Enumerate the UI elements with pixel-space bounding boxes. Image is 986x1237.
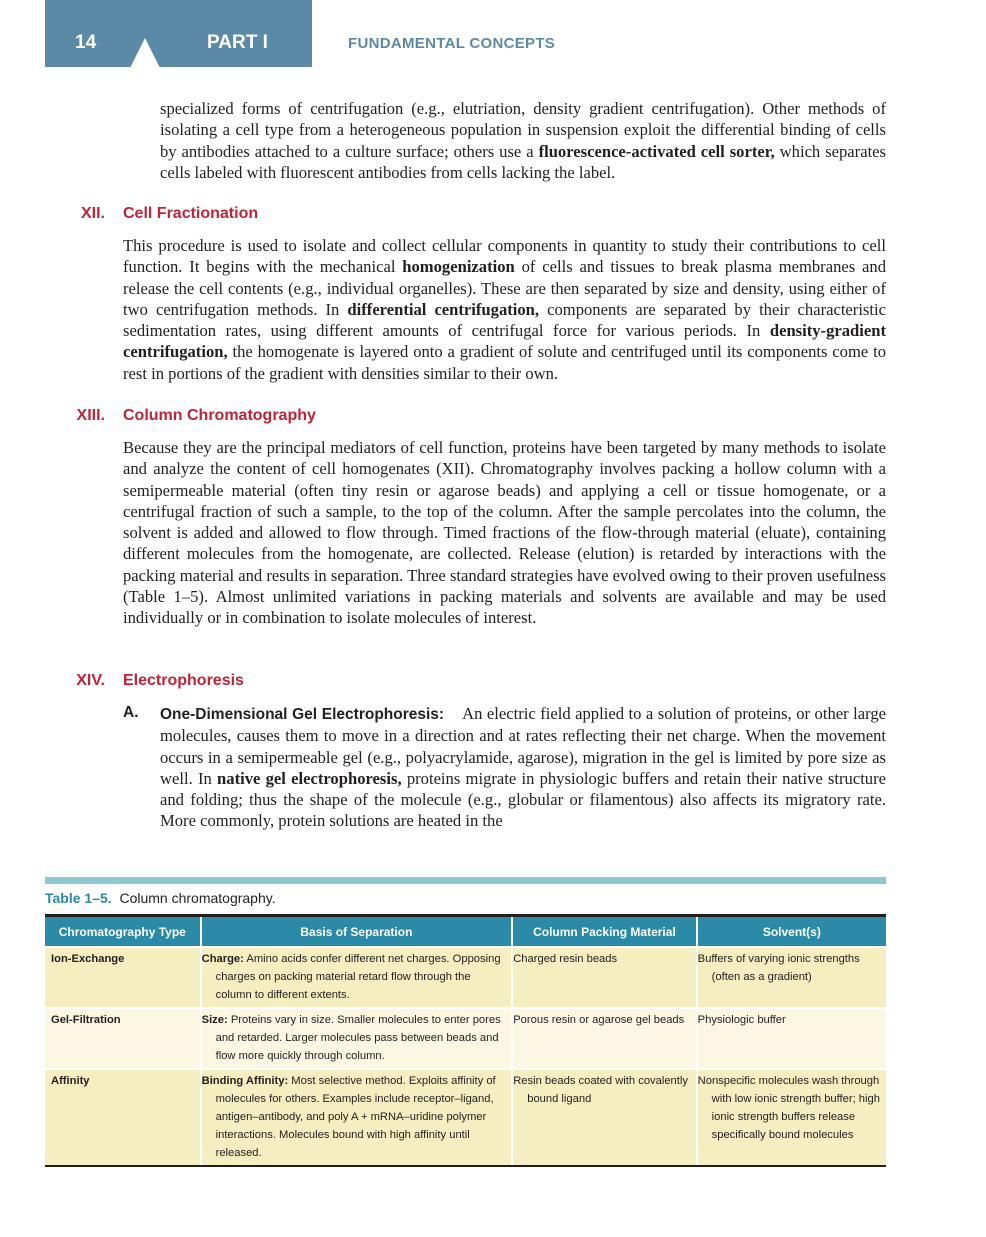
cell-fractionation-paragraph: This procedure is used to isolate and collect cellular components in quantity to study their contributions to cell function. It begins with the mechanical homogenization of cells and tissues to break plasma membranes and release the cell contents (e.g., individual organelles). These are then separated by size and density, using either of two centrifugation methods. In differential centrifugation, components are separated by their characteristic sedimentation rates, using different amounts of centrifugal force for various periods. In density-gradient centrifugation, the homogenate is layered onto a gradient of solute and centrifuged until its components come to rest in portions of the gradient with densities similar to their own.: [123, 236, 886, 383]
row-basis: Binding Affinity: Most selective method. Exploits affinity of molecules for others. Examples include receptor–ligand, antigen–antibody, and poly A + mRNA–uridine polymer interactions. Molecules bound with high affinity until released.: [201, 1069, 513, 1166]
section-title-cell-fractionation: Cell Fractionation: [123, 205, 259, 222]
header-triangle-decoration: [130, 38, 160, 68]
table-header-row: [45, 916, 886, 948]
row-basis: Size: Proteins vary in size. Smaller molecules to enter pores and retarded. Larger molecules pass between beads and flow more quickly through column.: [201, 1008, 513, 1069]
row-basis: Charge: Amino acids confer different net charges. Opposing charges on packing material retard flow through the column to different extents.: [201, 947, 513, 1008]
subsection-letter-a: A.: [123, 704, 139, 721]
table-caption: [45, 890, 276, 906]
row-solvent: Buffers of varying ionic strengths (often as a gradient): [697, 947, 886, 1008]
row-solvent: Nonspecific molecules wash through with low ionic strength buffer; high ionic strength buffers release specifically bound molecules: [697, 1069, 886, 1166]
row-packing: Porous resin or agarose gel beads: [512, 1008, 696, 1069]
row-type: Gel-Filtration: [45, 1008, 201, 1069]
table-row: [45, 947, 886, 1008]
table-header-cell: Chromatography Type: [45, 916, 201, 948]
section-title-column-chromatography: Column Chromatography: [123, 407, 316, 424]
subsection-heading: One-Dimensional Gel Electrophoresis:: [160, 706, 445, 723]
gel-electrophoresis-paragraph: One-Dimensional Gel Electrophoresis: An electric field applied to a solution of proteins, or other large molecules, causes them to move in a direction and at rates reflecting their net charge. When the movement occurs in a semipermeable gel (e.g., polyacrylamide, agarose), migration in the gel is limited by pore size as well. In native gel electrophoresis, proteins migrate in physiologic buffers and retain their native structure and folding; thus the shape of the molecule (e.g., globular or filamentous) also affects its migratory rate. More commonly, protein solutions are heated in the: [160, 704, 886, 831]
intro-paragraph: specialized forms of centrifugation (e.g., elutriation, density gradient centrifugation). Other methods of isolating a cell type from a heterogeneous population in suspension exploit the differential binding of cells by antibodies attached to a culture surface; others use a fluorescence-activated cell sorter, which separates cells labeled with fluorescent antibodies from cells lacking the label.: [160, 99, 886, 182]
row-type: Affinity: [45, 1069, 201, 1166]
section-title-electrophoresis: Electrophoresis: [123, 672, 244, 689]
part-label: PART I: [207, 32, 268, 53]
row-type: Ion-Exchange: [45, 947, 201, 1008]
table-header-cell: Column Packing Material: [512, 916, 696, 948]
column-chromatography-paragraph: Because they are the principal mediators of cell function, proteins have been targeted by many methods to isolate and analyze the content of cell homogenates (XII). Chromatography involves packing a hollow column with a semipermeable material (often tiny resin or agarose beads) and applying a cell or tissue homogenate, or a centrifugal fraction of such a sample, to the top of the column. After the sample percolates into the column, the solvent is added and allowed to flow through. Timed fractions of the flow-through material (eluate), containing different molecules from the homogenate, are collected. Release (elution) is retarded by interactions with the packing material and results in separation. Three standard strategies have evolved owing to their proven usefulness (Table 1–5). Almost unlimited variations in packing materials and solvents are available and may be used individually or in combination to isolate molecules of interest.: [123, 438, 886, 628]
table-label: Table 1–5.: [45, 890, 112, 906]
section-number-xiv: XIV.: [76, 672, 105, 689]
chapter-title: FUNDAMENTAL CONCEPTS: [348, 35, 556, 52]
section-number-xiii: XIII.: [76, 407, 105, 424]
chromatography-table: [45, 914, 886, 1167]
table-row: [45, 1008, 886, 1069]
table-header-cell: Solvent(s): [697, 916, 886, 948]
table-header-cell: Basis of Separation: [201, 916, 513, 948]
table-row: [45, 1069, 886, 1166]
page-number: 14: [75, 32, 97, 53]
section-number-xii: XII.: [80, 205, 105, 222]
row-packing: Resin beads coated with covalently bound ligand: [512, 1069, 696, 1166]
table-top-bar: [45, 877, 886, 884]
row-packing: Charged resin beads: [512, 947, 696, 1008]
table-caption-text: Column chromatography.: [119, 890, 276, 906]
row-solvent: Physiologic buffer: [697, 1008, 886, 1069]
